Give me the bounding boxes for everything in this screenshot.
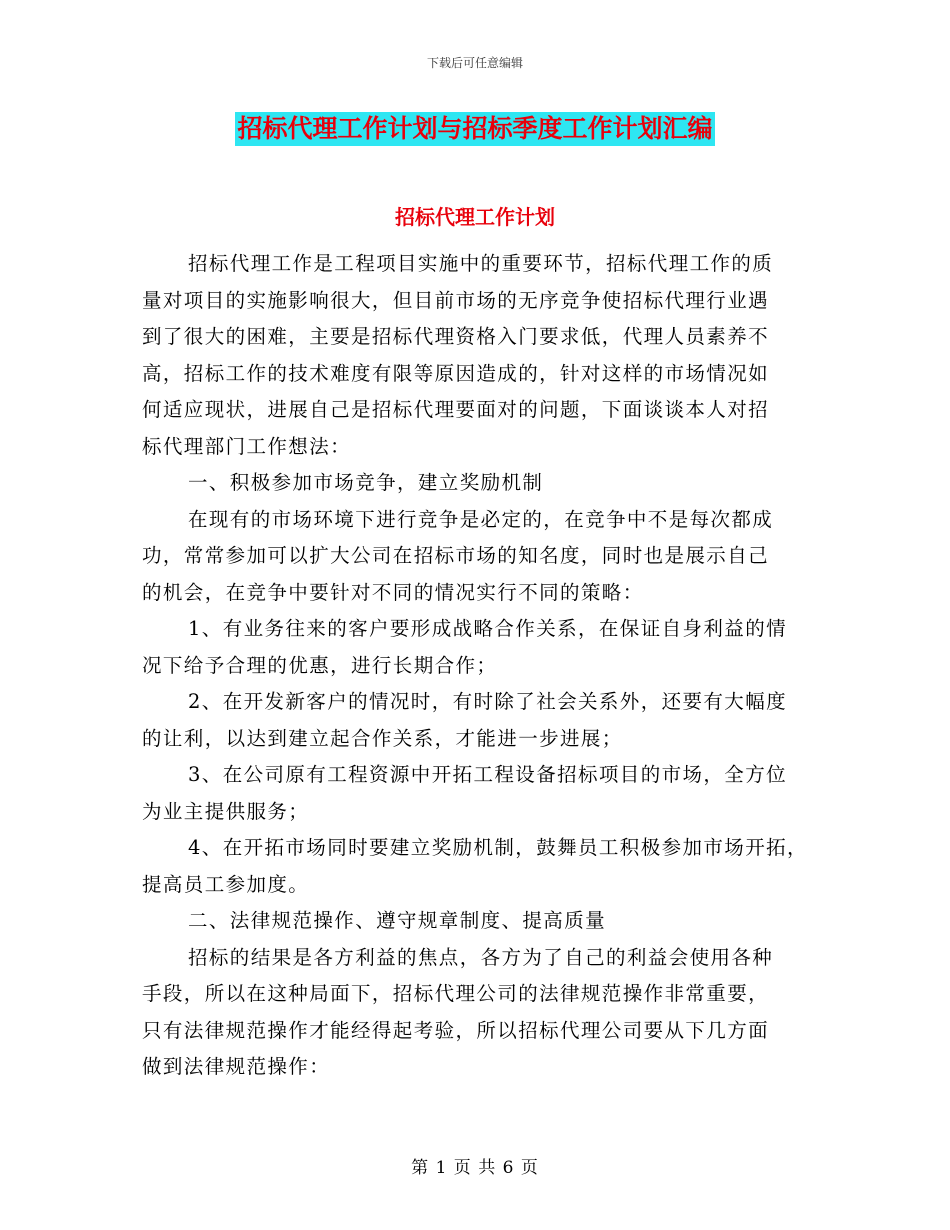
header-note: 下载后可任意编辑 [426,56,523,70]
text-line: 量对项目的实施影响很大，但目前市场的无序竞争使招标代理行业遇 [142,288,770,312]
text-line: 高，招标工作的技术难度有限等原因造成的，针对这样的市场情况如 [142,361,770,385]
text-line: 做到法律规范操作： [142,1055,331,1078]
text-line: 况下给予合理的优惠，进行长期合作； [142,653,498,677]
main-title: 招标代理工作计划与招标季度工作计划汇编 [235,112,714,146]
text-line: 到了很大的困难，主要是招标代理资格入门要求低，代理人员素养不 [142,325,770,348]
section-title: 招标代理工作计划 [395,205,555,229]
text-line: 功，常常参加可以扩大公司在招标市场的知名度，同时也是展示自己 [142,544,770,567]
text-line: 2、在开发新客户的情况时，有时除了社会关系外，还要有大幅度 [188,690,788,713]
text-line: 手段，所以在这种局面下，招标代理公司的法律规范操作非常重要， [142,982,770,1005]
text-line: 标代理部门工作想法： [142,434,352,458]
body-text [142,246,814,1086]
text-line: 招标的结果是各方利益的焦点，各方为了自己的利益会使用各种 [188,945,774,969]
page-footer: 第 1 页 共 6 页 [411,1158,539,1178]
text-line: 1、有业务往来的客户要形成战略合作关系，在保证自身利益的情 [188,617,788,640]
text-line: 为业主提供服务； [142,799,310,823]
text-line: 招标代理工作是工程项目实施中的重要环节，招标代理工作的质 [188,252,774,275]
text-line: 二、法律规范操作、遵守规章制度、提高质量 [188,909,607,932]
text-line: 何适应现状，进展自己是招标代理要面对的问题，下面谈谈本人对招 [142,398,770,421]
main-title-container [0,112,950,146]
text-line: 4、在开拓市场同时要建立奖励机制，鼓舞员工积极参加市场开拓， [188,836,808,859]
text-line: 的机会，在竞争中要针对不同的情况实行不同的策略： [142,580,644,604]
text-line: 只有法律规范操作才能经得起考验，所以招标代理公司要从下几方面 [142,1018,770,1042]
text-line: 的让利，以达到建立起合作关系，才能进一步进展； [142,726,623,750]
text-line: 一、积极参加市场竞争，建立奖励机制 [188,471,544,494]
text-line: 3、在公司原有工程资源中开拓工程设备招标项目的市场，全方位 [188,763,788,786]
text-line: 提高员工参加度。 [142,872,310,896]
text-line: 在现有的市场环境下进行竞争是必定的，在竞争中不是每次都成 [188,507,774,531]
